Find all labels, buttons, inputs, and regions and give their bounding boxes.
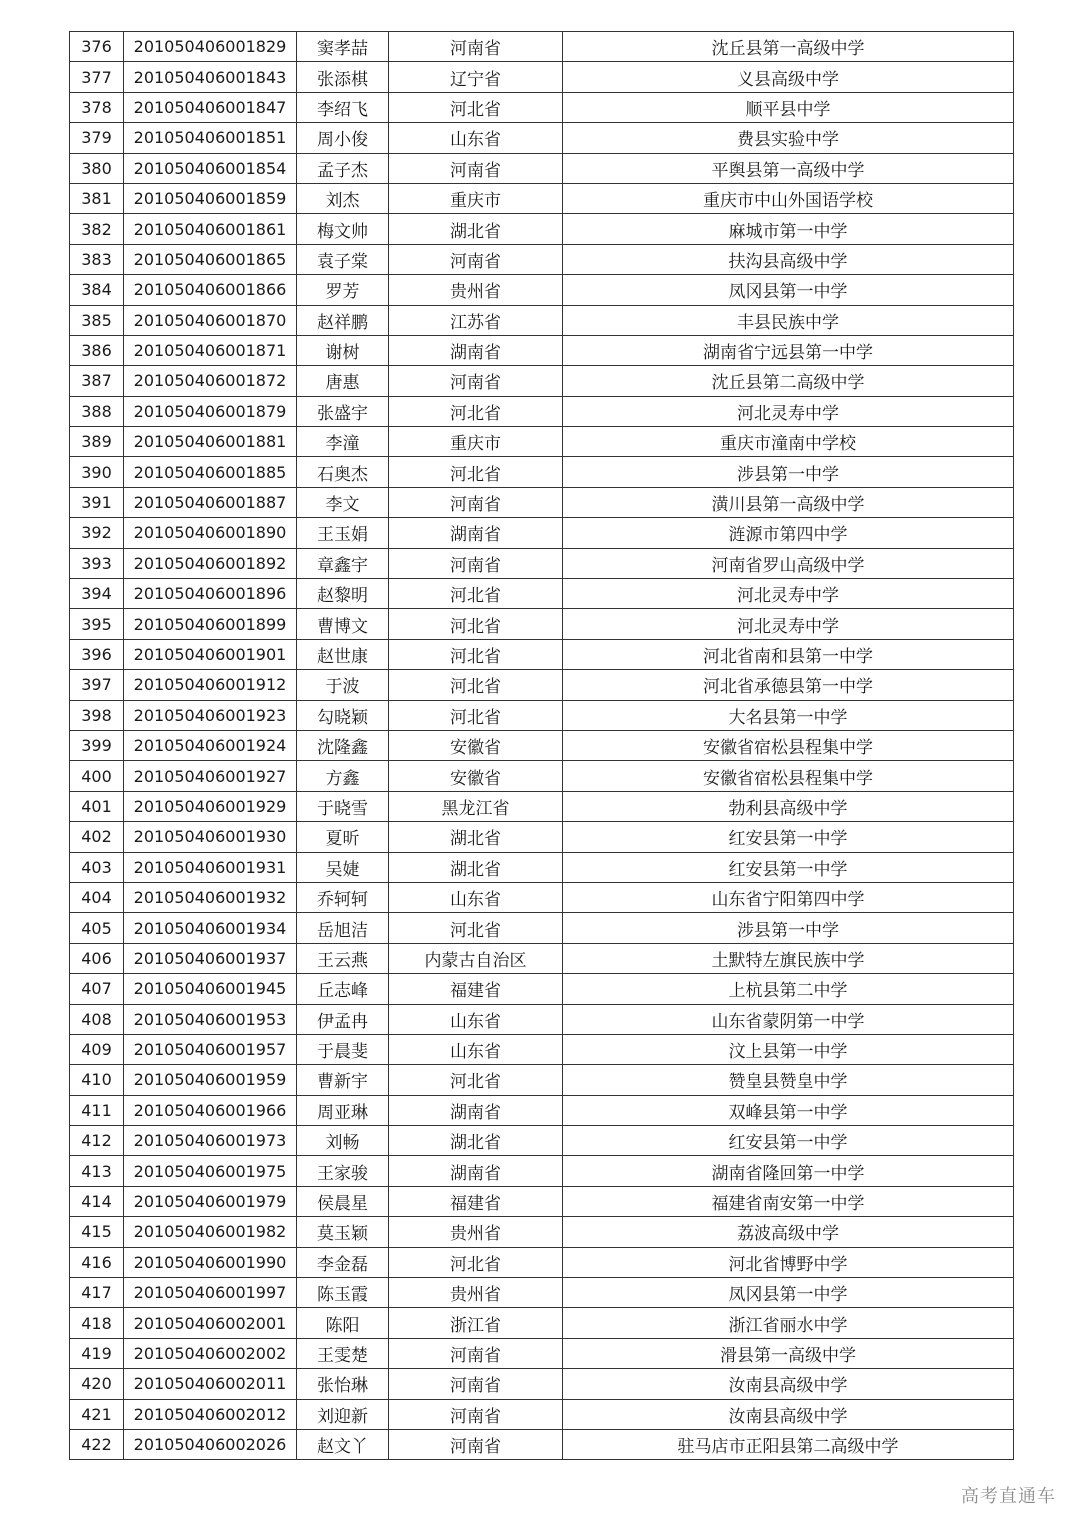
table-row (70, 943, 1014, 973)
row-number-cell: 403 (70, 852, 124, 882)
student-name-cell: 丘志峰 (297, 974, 389, 1004)
student-name-cell: 罗芳 (297, 275, 389, 305)
table-row (70, 1429, 1014, 1459)
student-id-cell: 201050406001979 (124, 1186, 297, 1216)
student-id-cell: 201050406001945 (124, 974, 297, 1004)
student-name-cell: 夏昕 (297, 822, 389, 852)
row-number-cell: 389 (70, 427, 124, 457)
table-row (70, 974, 1014, 1004)
student-name-cell: 陈阳 (297, 1308, 389, 1338)
school-name-cell: 涉县第一中学 (563, 913, 1014, 943)
student-name-cell: 赵文丫 (297, 1429, 389, 1459)
table-row (70, 609, 1014, 639)
table-row (70, 1278, 1014, 1308)
table-row (70, 32, 1014, 62)
row-number-cell: 422 (70, 1429, 124, 1459)
row-number-cell: 415 (70, 1217, 124, 1247)
row-number-cell: 379 (70, 123, 124, 153)
student-name-cell: 李文 (297, 487, 389, 517)
student-name-cell: 乔轲轲 (297, 882, 389, 912)
student-id-cell: 201050406001912 (124, 670, 297, 700)
table-row (70, 882, 1014, 912)
school-name-cell: 河北灵寿中学 (563, 579, 1014, 609)
province-cell: 河北省 (389, 579, 563, 609)
student-id-cell: 201050406001899 (124, 609, 297, 639)
province-cell: 湖北省 (389, 1126, 563, 1156)
province-cell: 河北省 (389, 670, 563, 700)
student-id-cell: 201050406001901 (124, 639, 297, 669)
row-number-cell: 406 (70, 943, 124, 973)
row-number-cell: 387 (70, 366, 124, 396)
school-name-cell: 山东省宁阳第四中学 (563, 882, 1014, 912)
student-name-cell: 李潼 (297, 427, 389, 457)
student-id-cell: 201050406001861 (124, 214, 297, 244)
student-id-cell: 201050406001937 (124, 943, 297, 973)
table-row (70, 1186, 1014, 1216)
student-name-cell: 谢树 (297, 335, 389, 365)
roster-sheet (69, 31, 1013, 1460)
table-row (70, 366, 1014, 396)
school-name-cell: 河北省承德县第一中学 (563, 670, 1014, 700)
student-name-cell: 石奥杰 (297, 457, 389, 487)
row-number-cell: 408 (70, 1004, 124, 1034)
school-name-cell: 麻城市第一中学 (563, 214, 1014, 244)
student-name-cell: 于晓雪 (297, 791, 389, 821)
school-name-cell: 驻马店市正阳县第二高级中学 (563, 1429, 1014, 1459)
row-number-cell: 393 (70, 548, 124, 578)
table-row (70, 1004, 1014, 1034)
student-name-cell: 梅文帅 (297, 214, 389, 244)
student-name-cell: 曹新宇 (297, 1065, 389, 1095)
row-number-cell: 407 (70, 974, 124, 1004)
table-row (70, 305, 1014, 335)
student-name-cell: 王雯楚 (297, 1338, 389, 1368)
school-name-cell: 丰县民族中学 (563, 305, 1014, 335)
row-number-cell: 397 (70, 670, 124, 700)
province-cell: 河南省 (389, 1429, 563, 1459)
row-number-cell: 396 (70, 639, 124, 669)
student-id-cell: 201050406001854 (124, 153, 297, 183)
school-name-cell: 涉县第一中学 (563, 457, 1014, 487)
school-name-cell: 重庆市中山外国语学校 (563, 183, 1014, 213)
table-row (70, 487, 1014, 517)
province-cell: 山东省 (389, 882, 563, 912)
school-name-cell: 扶沟县高级中学 (563, 244, 1014, 274)
student-name-cell: 窦孝喆 (297, 32, 389, 62)
student-id-cell: 201050406002002 (124, 1338, 297, 1368)
school-name-cell: 赞皇县赞皇中学 (563, 1065, 1014, 1095)
student-name-cell: 张添棋 (297, 62, 389, 92)
row-number-cell: 419 (70, 1338, 124, 1368)
row-number-cell: 380 (70, 153, 124, 183)
province-cell: 河南省 (389, 153, 563, 183)
school-name-cell: 河北灵寿中学 (563, 609, 1014, 639)
table-row (70, 1369, 1014, 1399)
table-row (70, 822, 1014, 852)
province-cell: 山东省 (389, 123, 563, 153)
student-id-cell: 201050406001923 (124, 700, 297, 730)
school-name-cell: 河南省罗山高级中学 (563, 548, 1014, 578)
school-name-cell: 涟源市第四中学 (563, 518, 1014, 548)
row-number-cell: 413 (70, 1156, 124, 1186)
province-cell: 福建省 (389, 1186, 563, 1216)
table-row (70, 457, 1014, 487)
student-id-cell: 201050406001997 (124, 1278, 297, 1308)
student-name-cell: 章鑫宇 (297, 548, 389, 578)
table-row (70, 852, 1014, 882)
province-cell: 安徽省 (389, 761, 563, 791)
student-id-cell: 201050406001896 (124, 579, 297, 609)
province-cell: 山东省 (389, 1004, 563, 1034)
student-name-cell: 赵世康 (297, 639, 389, 669)
province-cell: 河南省 (389, 1399, 563, 1429)
student-id-cell: 201050406001953 (124, 1004, 297, 1034)
province-cell: 河北省 (389, 1247, 563, 1277)
school-name-cell: 重庆市潼南中学校 (563, 427, 1014, 457)
student-id-cell: 201050406001959 (124, 1065, 297, 1095)
student-id-cell: 201050406001829 (124, 32, 297, 62)
province-cell: 湖南省 (389, 1095, 563, 1125)
table-row (70, 396, 1014, 426)
student-id-cell: 201050406001890 (124, 518, 297, 548)
table-row (70, 579, 1014, 609)
row-number-cell: 385 (70, 305, 124, 335)
table-row (70, 335, 1014, 365)
student-id-cell: 201050406001931 (124, 852, 297, 882)
school-name-cell: 费县实验中学 (563, 123, 1014, 153)
table-row (70, 1156, 1014, 1186)
province-cell: 贵州省 (389, 275, 563, 305)
table-row (70, 761, 1014, 791)
school-name-cell: 河北灵寿中学 (563, 396, 1014, 426)
table-row (70, 183, 1014, 213)
student-id-cell: 201050406001859 (124, 183, 297, 213)
province-cell: 河北省 (389, 639, 563, 669)
student-id-cell: 201050406001866 (124, 275, 297, 305)
student-name-cell: 侯晨星 (297, 1186, 389, 1216)
student-name-cell: 赵祥鹏 (297, 305, 389, 335)
student-id-cell: 201050406001973 (124, 1126, 297, 1156)
row-number-cell: 410 (70, 1065, 124, 1095)
province-cell: 辽宁省 (389, 62, 563, 92)
student-id-cell: 201050406001843 (124, 62, 297, 92)
student-id-cell: 201050406001885 (124, 457, 297, 487)
province-cell: 湖北省 (389, 852, 563, 882)
table-row (70, 730, 1014, 760)
student-name-cell: 陈玉霞 (297, 1278, 389, 1308)
province-cell: 浙江省 (389, 1308, 563, 1338)
table-row (70, 427, 1014, 457)
table-row (70, 123, 1014, 153)
school-name-cell: 义县高级中学 (563, 62, 1014, 92)
row-number-cell: 377 (70, 62, 124, 92)
province-cell: 河北省 (389, 396, 563, 426)
row-number-cell: 412 (70, 1126, 124, 1156)
student-name-cell: 周小俊 (297, 123, 389, 153)
province-cell: 重庆市 (389, 183, 563, 213)
roster-table (69, 31, 1014, 1460)
row-number-cell: 400 (70, 761, 124, 791)
school-name-cell: 湖南省宁远县第一中学 (563, 335, 1014, 365)
row-number-cell: 404 (70, 882, 124, 912)
province-cell: 江苏省 (389, 305, 563, 335)
student-id-cell: 201050406001966 (124, 1095, 297, 1125)
table-row (70, 275, 1014, 305)
province-cell: 安徽省 (389, 730, 563, 760)
row-number-cell: 384 (70, 275, 124, 305)
student-name-cell: 莫玉颖 (297, 1217, 389, 1247)
student-name-cell: 袁子棠 (297, 244, 389, 274)
student-id-cell: 201050406002001 (124, 1308, 297, 1338)
row-number-cell: 381 (70, 183, 124, 213)
student-name-cell: 王家骏 (297, 1156, 389, 1186)
province-cell: 湖北省 (389, 822, 563, 852)
row-number-cell: 390 (70, 457, 124, 487)
row-number-cell: 383 (70, 244, 124, 274)
student-id-cell: 201050406001870 (124, 305, 297, 335)
student-name-cell: 伊孟冉 (297, 1004, 389, 1034)
school-name-cell: 湖南省隆回第一中学 (563, 1156, 1014, 1186)
student-id-cell: 201050406001887 (124, 487, 297, 517)
province-cell: 重庆市 (389, 427, 563, 457)
student-id-cell: 201050406002026 (124, 1429, 297, 1459)
school-name-cell: 红安县第一中学 (563, 822, 1014, 852)
student-id-cell: 201050406001975 (124, 1156, 297, 1186)
roster-table-body (70, 32, 1014, 1460)
table-row (70, 1095, 1014, 1125)
province-cell: 贵州省 (389, 1278, 563, 1308)
province-cell: 河北省 (389, 1065, 563, 1095)
student-name-cell: 王玉娟 (297, 518, 389, 548)
school-name-cell: 山东省蒙阴第一中学 (563, 1004, 1014, 1034)
row-number-cell: 405 (70, 913, 124, 943)
school-name-cell: 凤冈县第一中学 (563, 1278, 1014, 1308)
school-name-cell: 福建省南安第一中学 (563, 1186, 1014, 1216)
province-cell: 河北省 (389, 609, 563, 639)
province-cell: 湖南省 (389, 518, 563, 548)
table-row (70, 913, 1014, 943)
watermark-text: 高考直通车 (961, 1486, 1056, 1507)
province-cell: 福建省 (389, 974, 563, 1004)
student-id-cell: 201050406002011 (124, 1369, 297, 1399)
student-id-cell: 201050406001892 (124, 548, 297, 578)
student-id-cell: 201050406001865 (124, 244, 297, 274)
province-cell: 河南省 (389, 487, 563, 517)
student-name-cell: 刘杰 (297, 183, 389, 213)
student-id-cell: 201050406001957 (124, 1034, 297, 1064)
school-name-cell: 平舆县第一高级中学 (563, 153, 1014, 183)
table-row (70, 153, 1014, 183)
student-name-cell: 刘畅 (297, 1126, 389, 1156)
row-number-cell: 395 (70, 609, 124, 639)
table-row (70, 548, 1014, 578)
table-row (70, 1126, 1014, 1156)
school-name-cell: 安徽省宿松县程集中学 (563, 730, 1014, 760)
table-row (70, 1308, 1014, 1338)
school-name-cell: 河北省博野中学 (563, 1247, 1014, 1277)
school-name-cell: 双峰县第一中学 (563, 1095, 1014, 1125)
student-id-cell: 201050406001871 (124, 335, 297, 365)
province-cell: 河南省 (389, 1369, 563, 1399)
table-row (70, 1065, 1014, 1095)
row-number-cell: 421 (70, 1399, 124, 1429)
student-name-cell: 方鑫 (297, 761, 389, 791)
school-name-cell: 沈丘县第二高级中学 (563, 366, 1014, 396)
school-name-cell: 上杭县第二中学 (563, 974, 1014, 1004)
province-cell: 内蒙古自治区 (389, 943, 563, 973)
school-name-cell: 沈丘县第一高级中学 (563, 32, 1014, 62)
table-row (70, 1247, 1014, 1277)
school-name-cell: 潢川县第一高级中学 (563, 487, 1014, 517)
table-row (70, 62, 1014, 92)
school-name-cell: 汝南县高级中学 (563, 1369, 1014, 1399)
table-row (70, 92, 1014, 122)
row-number-cell: 418 (70, 1308, 124, 1338)
school-name-cell: 凤冈县第一中学 (563, 275, 1014, 305)
province-cell: 山东省 (389, 1034, 563, 1064)
table-row (70, 1338, 1014, 1368)
table-row (70, 670, 1014, 700)
student-name-cell: 李绍飞 (297, 92, 389, 122)
province-cell: 河南省 (389, 1338, 563, 1368)
student-name-cell: 勾晓颖 (297, 700, 389, 730)
student-name-cell: 吴婕 (297, 852, 389, 882)
student-name-cell: 岳旭洁 (297, 913, 389, 943)
row-number-cell: 376 (70, 32, 124, 62)
school-name-cell: 汶上县第一中学 (563, 1034, 1014, 1064)
row-number-cell: 417 (70, 1278, 124, 1308)
table-row (70, 700, 1014, 730)
row-number-cell: 392 (70, 518, 124, 548)
student-id-cell: 201050406001930 (124, 822, 297, 852)
table-row (70, 639, 1014, 669)
student-id-cell: 201050406001879 (124, 396, 297, 426)
province-cell: 河北省 (389, 92, 563, 122)
province-cell: 河北省 (389, 913, 563, 943)
province-cell: 湖南省 (389, 1156, 563, 1186)
row-number-cell: 416 (70, 1247, 124, 1277)
student-name-cell: 王云燕 (297, 943, 389, 973)
student-name-cell: 周亚琳 (297, 1095, 389, 1125)
table-row (70, 1399, 1014, 1429)
student-name-cell: 曹博文 (297, 609, 389, 639)
student-id-cell: 201050406001847 (124, 92, 297, 122)
school-name-cell: 红安县第一中学 (563, 1126, 1014, 1156)
row-number-cell: 399 (70, 730, 124, 760)
student-id-cell: 201050406002012 (124, 1399, 297, 1429)
student-name-cell: 于晨斐 (297, 1034, 389, 1064)
school-name-cell: 河北省南和县第一中学 (563, 639, 1014, 669)
province-cell: 河南省 (389, 366, 563, 396)
row-number-cell: 394 (70, 579, 124, 609)
student-id-cell: 201050406001881 (124, 427, 297, 457)
school-name-cell: 红安县第一中学 (563, 852, 1014, 882)
student-name-cell: 沈隆鑫 (297, 730, 389, 760)
row-number-cell: 411 (70, 1095, 124, 1125)
student-name-cell: 唐惠 (297, 366, 389, 396)
row-number-cell: 420 (70, 1369, 124, 1399)
student-id-cell: 201050406001872 (124, 366, 297, 396)
row-number-cell: 386 (70, 335, 124, 365)
row-number-cell: 388 (70, 396, 124, 426)
row-number-cell: 401 (70, 791, 124, 821)
student-id-cell: 201050406001929 (124, 791, 297, 821)
school-name-cell: 土默特左旗民族中学 (563, 943, 1014, 973)
province-cell: 河南省 (389, 32, 563, 62)
student-id-cell: 201050406001924 (124, 730, 297, 760)
province-cell: 湖南省 (389, 335, 563, 365)
table-row (70, 1034, 1014, 1064)
student-name-cell: 于波 (297, 670, 389, 700)
row-number-cell: 409 (70, 1034, 124, 1064)
student-name-cell: 张盛宇 (297, 396, 389, 426)
province-cell: 黑龙江省 (389, 791, 563, 821)
school-name-cell: 汝南县高级中学 (563, 1399, 1014, 1429)
table-row (70, 791, 1014, 821)
row-number-cell: 414 (70, 1186, 124, 1216)
student-id-cell: 201050406001851 (124, 123, 297, 153)
student-id-cell: 201050406001927 (124, 761, 297, 791)
school-name-cell: 顺平县中学 (563, 92, 1014, 122)
student-id-cell: 201050406001982 (124, 1217, 297, 1247)
province-cell: 河北省 (389, 457, 563, 487)
row-number-cell: 378 (70, 92, 124, 122)
table-row (70, 1217, 1014, 1247)
province-cell: 贵州省 (389, 1217, 563, 1247)
school-name-cell: 浙江省丽水中学 (563, 1308, 1014, 1338)
province-cell: 河南省 (389, 244, 563, 274)
table-row (70, 244, 1014, 274)
student-name-cell: 李金磊 (297, 1247, 389, 1277)
student-name-cell: 刘迎新 (297, 1399, 389, 1429)
province-cell: 河北省 (389, 700, 563, 730)
row-number-cell: 382 (70, 214, 124, 244)
student-id-cell: 201050406001934 (124, 913, 297, 943)
province-cell: 湖北省 (389, 214, 563, 244)
table-row (70, 518, 1014, 548)
school-name-cell: 滑县第一高级中学 (563, 1338, 1014, 1368)
school-name-cell: 安徽省宿松县程集中学 (563, 761, 1014, 791)
student-id-cell: 201050406001990 (124, 1247, 297, 1277)
row-number-cell: 391 (70, 487, 124, 517)
student-id-cell: 201050406001932 (124, 882, 297, 912)
school-name-cell: 大名县第一中学 (563, 700, 1014, 730)
school-name-cell: 勃利县高级中学 (563, 791, 1014, 821)
row-number-cell: 398 (70, 700, 124, 730)
student-name-cell: 赵黎明 (297, 579, 389, 609)
table-row (70, 214, 1014, 244)
row-number-cell: 402 (70, 822, 124, 852)
student-name-cell: 孟子杰 (297, 153, 389, 183)
student-name-cell: 张怡琳 (297, 1369, 389, 1399)
school-name-cell: 荔波高级中学 (563, 1217, 1014, 1247)
province-cell: 河南省 (389, 548, 563, 578)
